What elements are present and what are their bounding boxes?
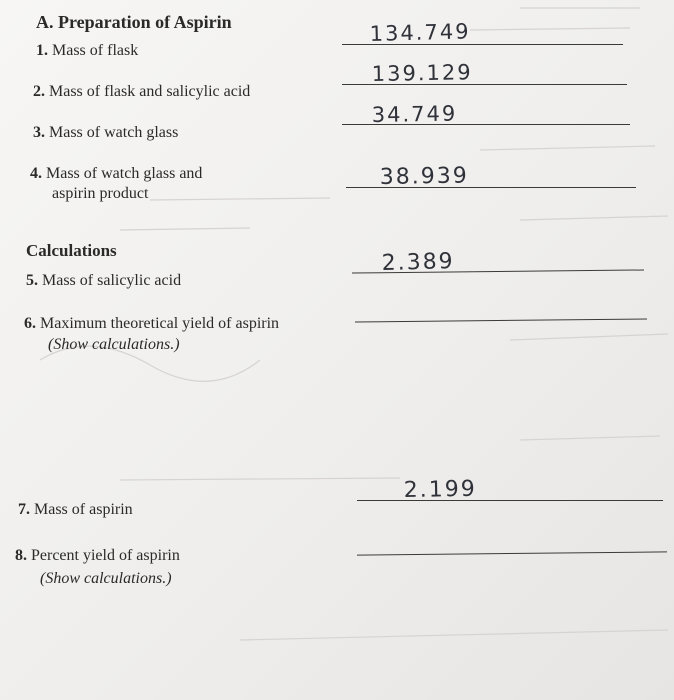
answer-line-8 <box>357 551 667 555</box>
answer-4-handwritten: 38.939 <box>379 163 469 190</box>
question-4-number: 4. <box>30 165 42 182</box>
question-7-number: 7. <box>18 501 30 518</box>
question-2-label: Mass of flask and salicylic acid <box>49 83 251 100</box>
question-6-label: Maximum theoretical yield of aspirin <box>40 315 280 332</box>
question-5-number: 5. <box>26 272 38 289</box>
question-8-label: Percent yield of aspirin <box>31 547 180 564</box>
question-3-number: 3. <box>33 124 45 141</box>
question-4-label: Mass of watch glass and <box>46 165 203 182</box>
question-8-note: (Show calculations.) <box>40 570 172 587</box>
question-7-label: Mass of aspirin <box>34 501 133 518</box>
question-7 <box>18 500 133 520</box>
question-8 <box>15 546 180 566</box>
answer-5-handwritten: 2.389 <box>381 249 455 276</box>
question-4-label-line2: aspirin product <box>52 185 149 202</box>
answer-3-handwritten: 34.749 <box>371 101 458 127</box>
question-1-label: Mass of flask <box>52 42 139 59</box>
question-6-number: 6. <box>24 315 36 332</box>
question-3 <box>33 123 178 143</box>
question-6-note: (Show calculations.) <box>48 336 180 353</box>
answer-line-7 <box>357 500 663 501</box>
answer-7-handwritten: 2.199 <box>403 476 477 503</box>
section-title: A. Preparation of Aspirin <box>36 12 232 32</box>
question-5 <box>26 271 181 291</box>
question-4 <box>30 164 202 184</box>
question-2 <box>33 82 250 102</box>
question-6 <box>24 314 279 334</box>
question-1 <box>36 41 138 61</box>
question-3-label: Mass of watch glass <box>49 124 179 141</box>
question-8-number: 8. <box>15 547 27 564</box>
answer-1-handwritten: 134.749 <box>369 19 471 46</box>
calculations-heading: Calculations <box>26 241 117 260</box>
question-5-label: Mass of salicylic acid <box>42 272 182 289</box>
question-2-number: 2. <box>33 83 45 100</box>
question-1-number: 1. <box>36 42 48 59</box>
answer-line-6 <box>355 318 647 322</box>
answer-2-handwritten: 139.129 <box>371 60 473 86</box>
